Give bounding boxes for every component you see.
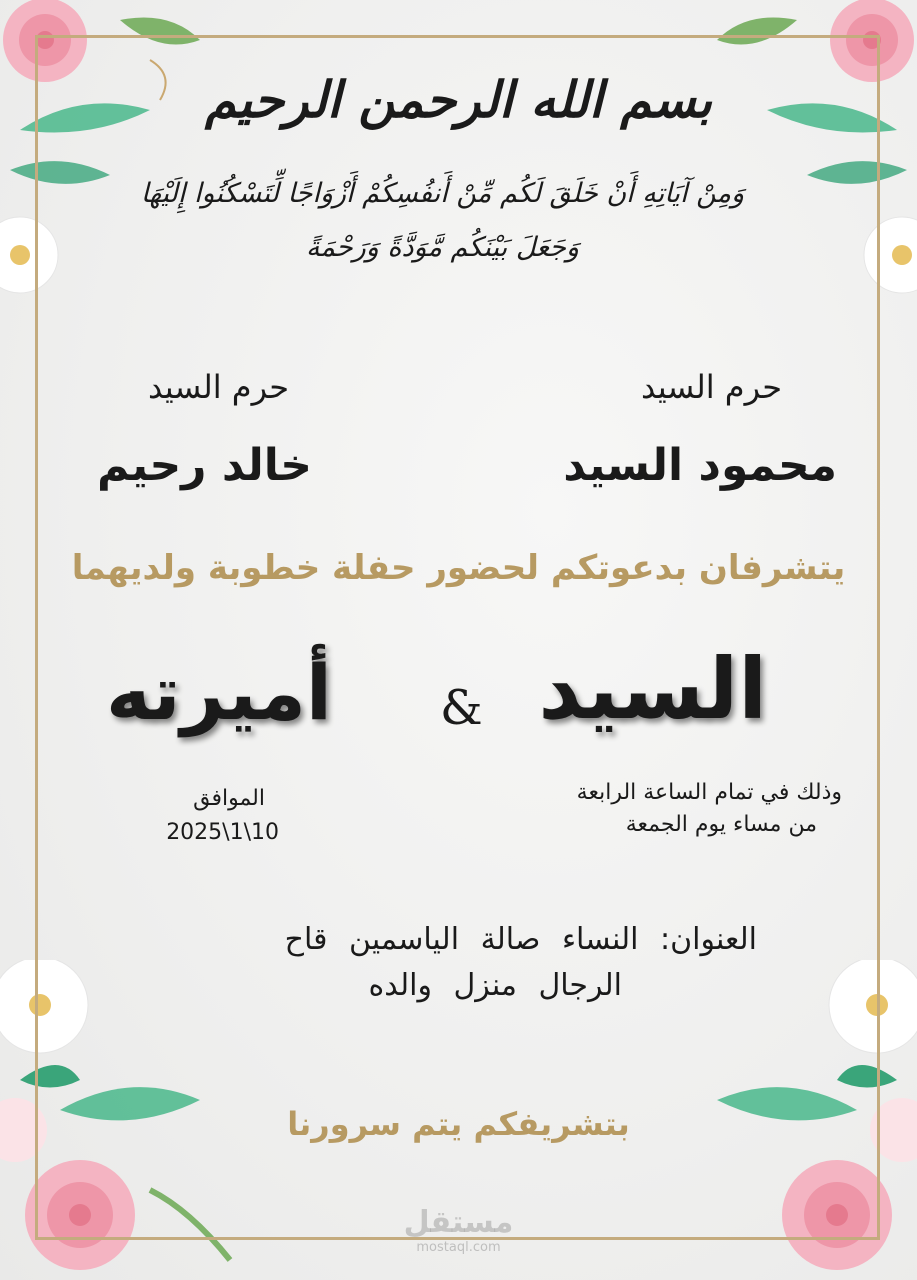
time-line-1: وذلك في تمام الساعة الرابعة: [576, 780, 842, 805]
quran-verse-line-2: وَجَعَلَ بَيْنَكُم مَّوَدَّةً وَرَحْمَةً: [305, 232, 580, 263]
invitation-text: يتشرفان بدعوتكم لحضور حفلة خطوبة ولديهما: [71, 548, 846, 588]
right-family-name: محمود السيد: [563, 440, 837, 491]
address-line-2: الرجال منزل والده: [368, 968, 622, 1003]
basmala: بسم الله الرحمن الرحيم: [204, 70, 713, 129]
left-family-honorific: حرم السيد: [147, 368, 289, 406]
quran-verse-line-1: وَمِنْ آيَاتِهِ أَنْ خَلَقَ لَكُم مِّنْ أَنفُسِكُمْ أَزْوَاجًا لِّتَسْكُنُوا إِلَيْهَا: [140, 178, 745, 209]
date-label: الموافق: [193, 786, 265, 811]
address-line-1: العنوان: النساء صالة الياسمين قاح: [284, 922, 757, 957]
ampersand: &: [440, 680, 483, 736]
closing-text: بتشريفكم يتم سرورنا: [287, 1105, 630, 1143]
date-value: 2025\1\10: [166, 820, 279, 845]
time-line-2: من مساء يوم الجمعة: [625, 812, 817, 837]
watermark-logo: مستقل: [403, 1205, 514, 1240]
bride-name: أميرته: [105, 648, 332, 737]
right-family-honorific: حرم السيد: [640, 368, 782, 406]
gold-frame: [35, 35, 880, 1240]
left-family-name: خالد رحيم: [97, 440, 312, 491]
groom-name: السيد: [538, 640, 767, 738]
watermark-url: mostaql.com: [416, 1240, 501, 1255]
